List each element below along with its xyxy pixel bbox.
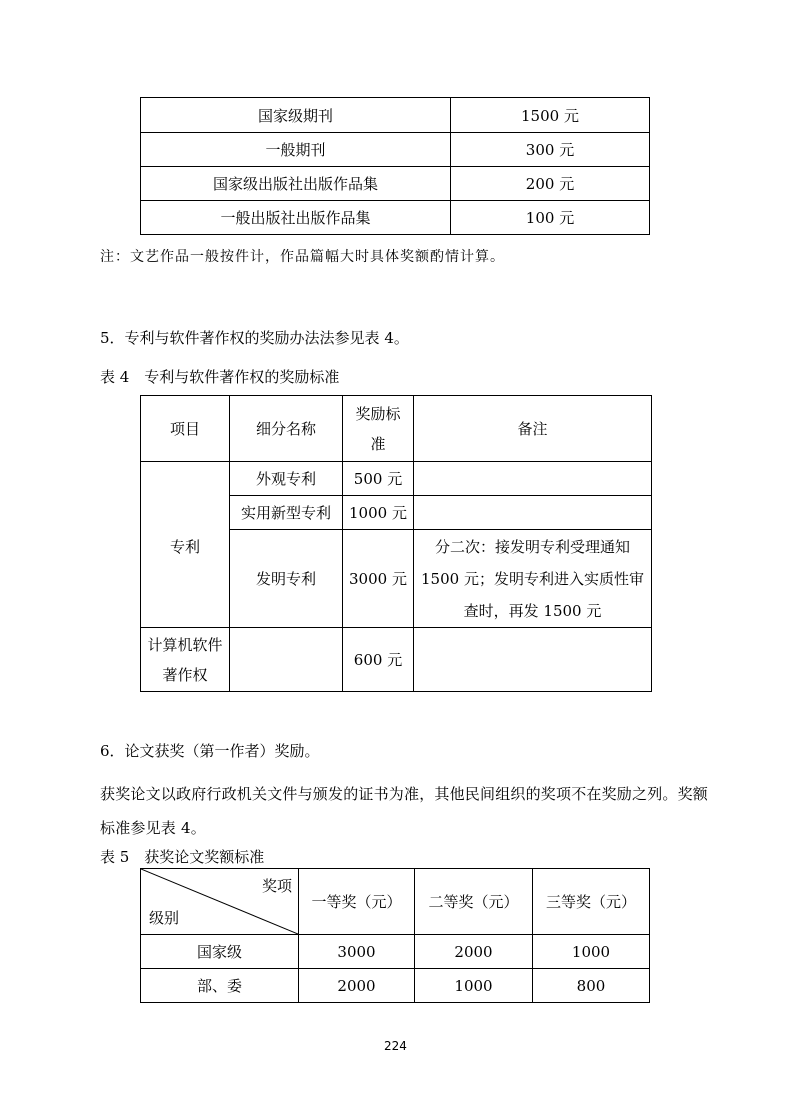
table-cell: [141, 628, 230, 692]
table-cell: 500 元: [343, 462, 414, 496]
column-header: 细分名称: [230, 396, 343, 462]
table-note: 注：文艺作品一般按件计，作品篇幅大时具体奖额酌情计算。: [100, 249, 505, 265]
publication-award-table: [140, 97, 650, 235]
table-cell: 300 元: [451, 133, 650, 167]
diagonal-cell: [141, 869, 298, 934]
patent-award-table: [140, 395, 652, 692]
table-cell: 2000: [415, 935, 533, 969]
diagonal-header: [141, 869, 299, 935]
table-cell: 一般出版社出版作品集: [141, 201, 451, 235]
table-cell: 1000: [533, 935, 650, 969]
column-header: 二等奖（元）: [415, 869, 533, 935]
table-cell: 发明专利: [230, 530, 343, 628]
table-cell: 800: [533, 969, 650, 1003]
software-label: 计算机软件著作权: [147, 635, 223, 684]
corner-bottom-label: 级别: [149, 909, 180, 927]
table-cell: [414, 462, 652, 496]
table-cell: 600 元: [343, 628, 414, 692]
table-cell: 国家级期刊: [141, 98, 451, 133]
column-header-text: 奖励标准: [355, 404, 401, 453]
column-header: 备注: [414, 396, 652, 462]
page-number: 224: [384, 1039, 407, 1053]
table-caption: 表 5 获奖论文奖额标准: [100, 848, 265, 866]
paper-award-table: [140, 868, 650, 1003]
invention-note: 分二次：接发明专利受理通知 1500 元；发明专利进入实质性审查时，再发 1500 元: [421, 537, 644, 620]
table-caption: 表 4 专利与软件著作权的奖励标准: [100, 368, 340, 386]
section-heading: 6．论文获奖（第一作者）奖励。: [100, 742, 320, 760]
table-cell: 100 元: [451, 201, 650, 235]
table-cell: 3000 元: [343, 530, 414, 628]
table-cell: 外观专利: [230, 462, 343, 496]
corner-top-label: 奖项: [261, 877, 292, 895]
table-cell: 2000: [299, 969, 415, 1003]
patent-label: [141, 462, 230, 628]
column-header: 项目: [141, 396, 230, 462]
table-cell: 国家级出版社出版作品集: [141, 167, 451, 201]
section-heading: 5．专利与软件著作权的奖励办法法参见表 4。: [100, 329, 409, 347]
table-cell: 3000: [299, 935, 415, 969]
table-cell: 一般期刊: [141, 133, 451, 167]
column-header: 一等奖（元）: [299, 869, 415, 935]
table-cell: 1000 元: [343, 496, 414, 530]
table-cell: [230, 628, 343, 692]
table-cell: [414, 530, 652, 628]
table-cell: 1500 元: [451, 98, 650, 133]
table-cell: 实用新型专利: [230, 496, 343, 530]
row-label: 部、委: [141, 969, 299, 1003]
table-cell: [414, 628, 652, 692]
table-cell: 200 元: [451, 167, 650, 201]
table-cell: 1000: [415, 969, 533, 1003]
table-cell: [414, 496, 652, 530]
row-label: 国家级: [141, 935, 299, 969]
column-header: 三等奖（元）: [533, 869, 650, 935]
column-header: [343, 396, 414, 462]
body-paragraph: 获奖论文以政府行政机关文件与颁发的证书为准，其他民间组织的奖项不在奖励之列。奖额标准参见表 4。: [100, 785, 709, 837]
patent-label-text: 专利: [169, 538, 200, 556]
